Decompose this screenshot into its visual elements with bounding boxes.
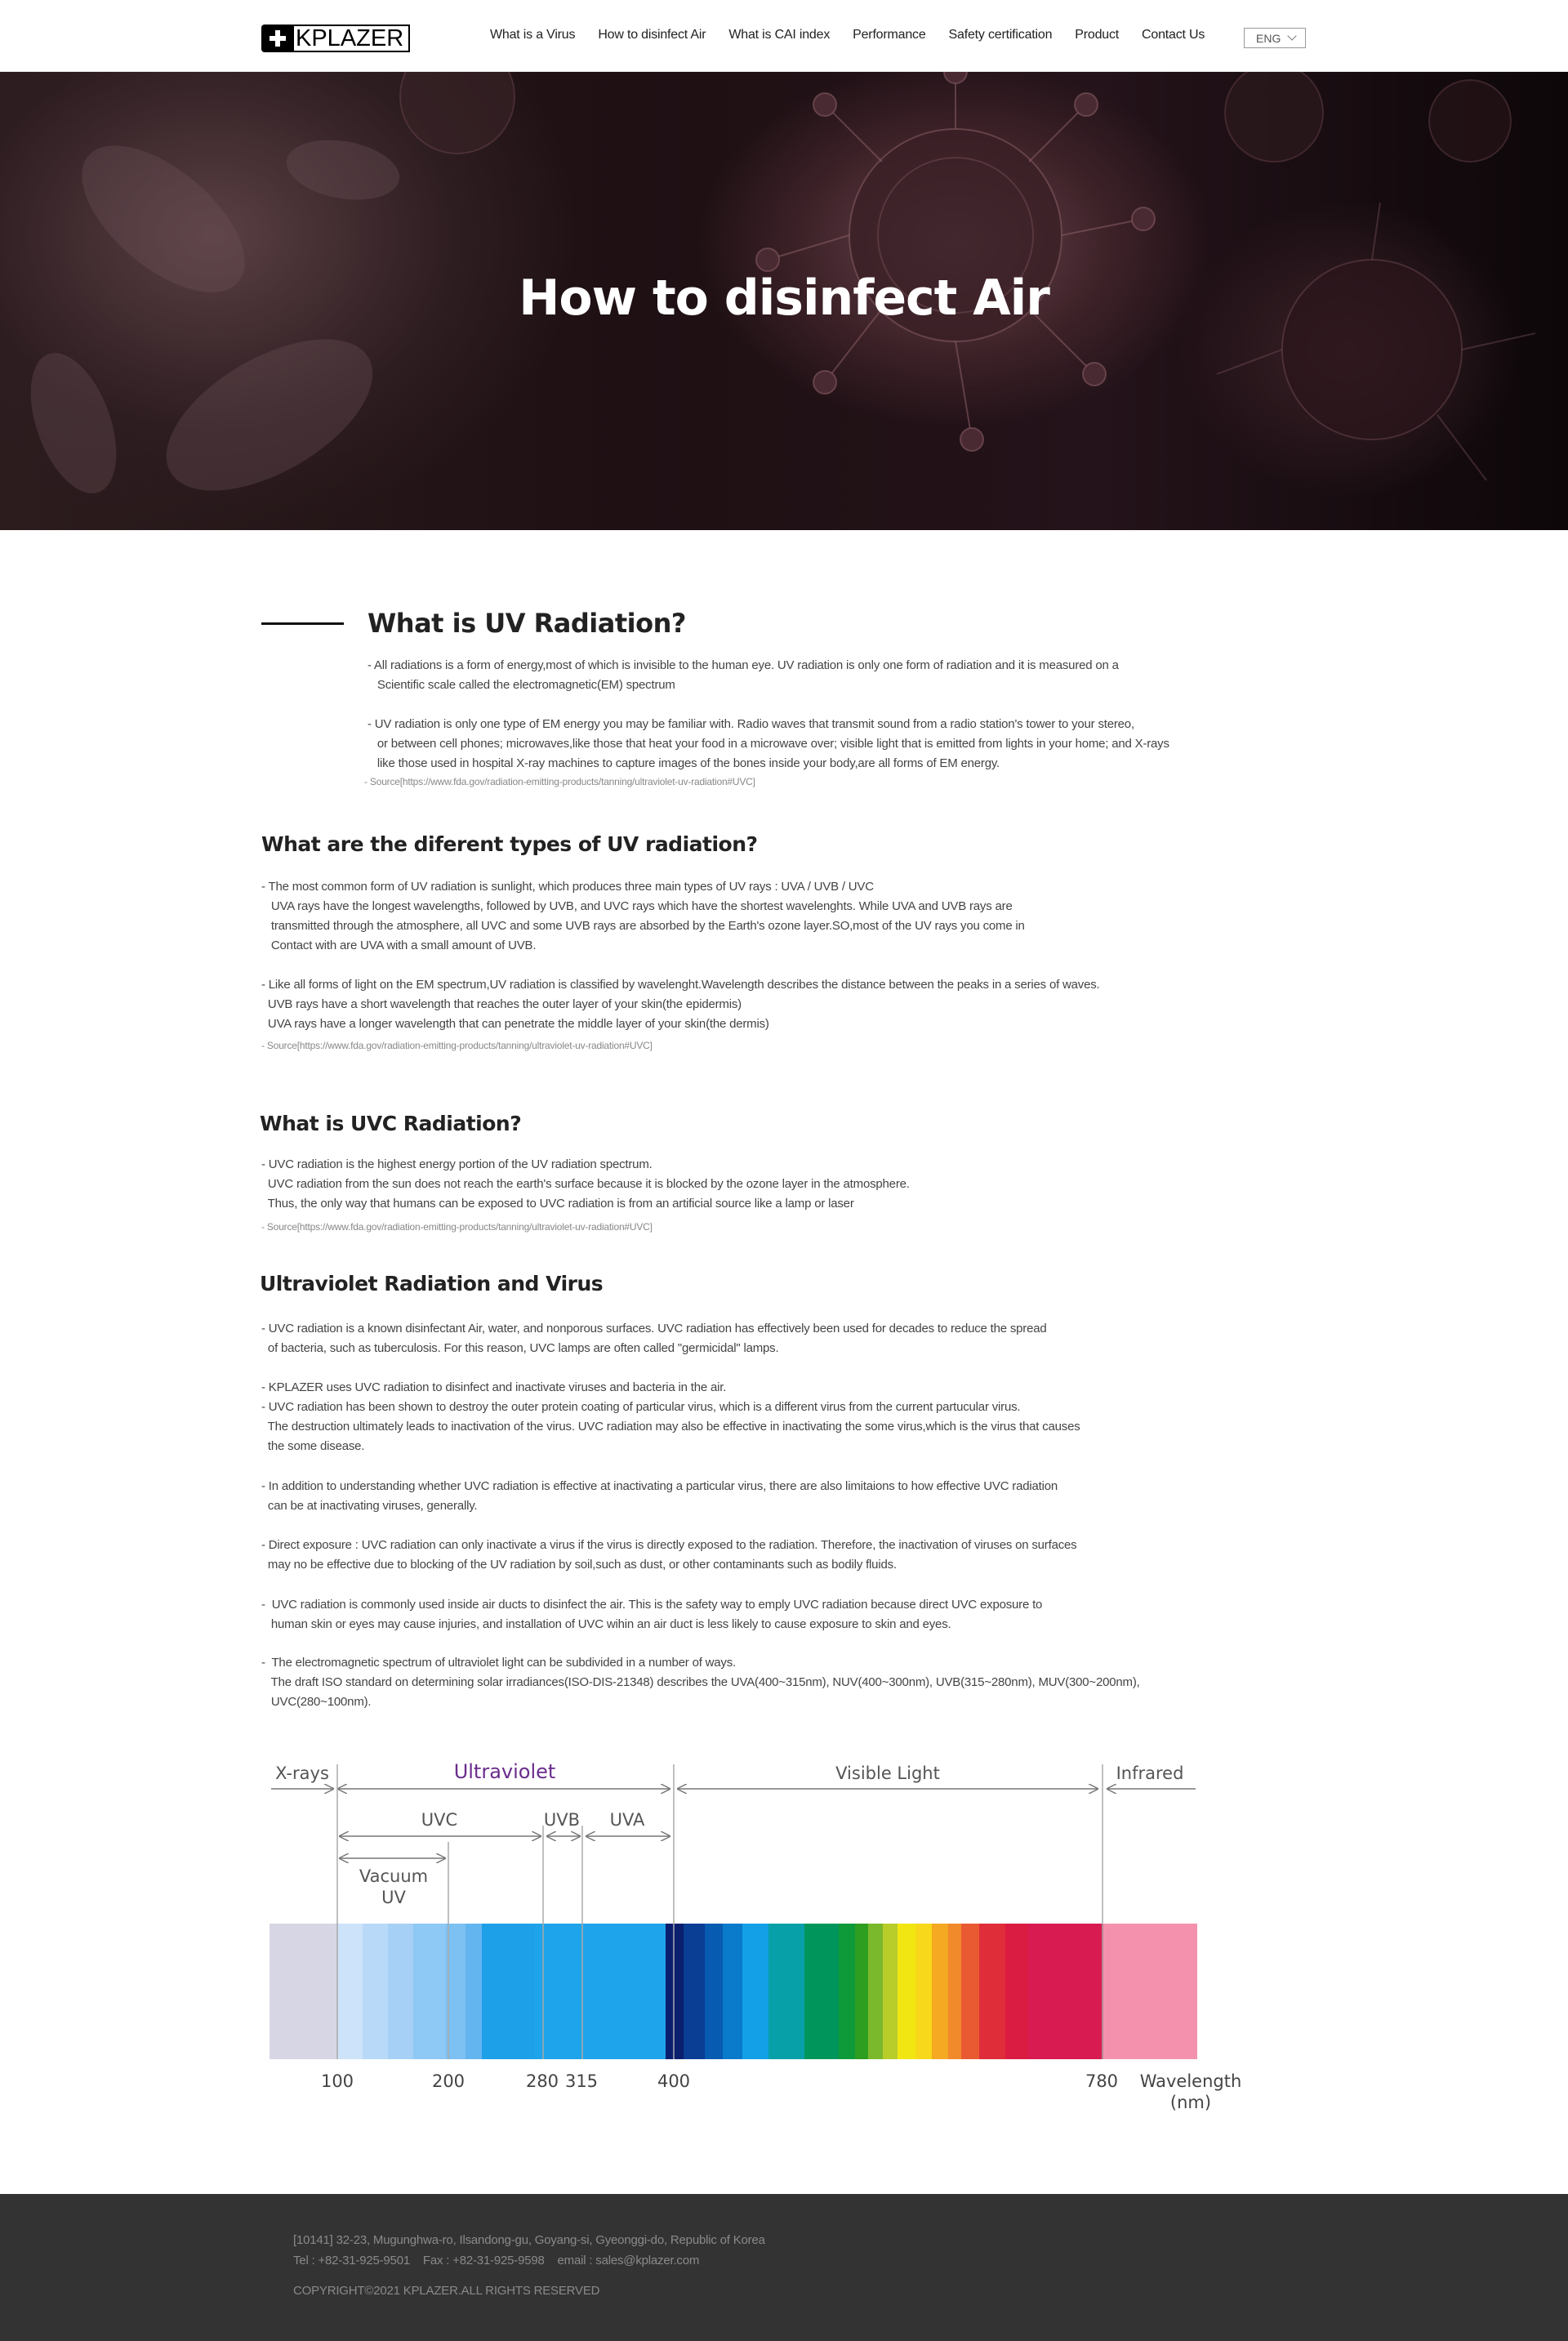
uv-radiation-paragraph-1: - All radiations is a form of energy,most of which is invisible to the human eye. UV radiation is only one form of radiation and it is measured on a Scientific scale called the electromagnetic(EM) spectrum (368, 658, 1119, 692)
xrays-label: X-rays (275, 1764, 329, 1783)
tick-400: 400 (657, 2071, 691, 2091)
nav-item-performance[interactable]: Performance (853, 28, 926, 42)
uv-spectrum-diagram (261, 1748, 1258, 2124)
tick-200: 200 (431, 2071, 466, 2091)
infrared-label: Infrared (1116, 1764, 1184, 1783)
vacuum-uv-label-2: UV (381, 1888, 406, 1907)
nav-item-disinfect-air[interactable]: How to disinfect Air (598, 28, 706, 42)
wavelength-unit: (nm) (1169, 2093, 1212, 2112)
uv-virus-paragraph-4: - Direct exposure : UVC radiation can only inactivate a virus if the virus is directly exposed to the radiation. Therefore, the inactivation of viruses on surfaces may no be effective due to blocking of the UV radiation by soil,such as dust, or other contaminants such as bodily fluids. (261, 1538, 1077, 1572)
nav-item-product[interactable]: Product (1075, 28, 1120, 42)
section-title-uv-types: What are the diferent types of UV radiation? (261, 832, 758, 856)
uv-types-source: - Source[https://www.fda.gov/radiation-emitting-products/tanning/ultraviolet-uv-radiation#UVC] (261, 1040, 653, 1051)
logo-text: KPLAZER (294, 25, 410, 52)
uv-radiation-paragraph-2: - UV radiation is only one type of EM energy you may be familiar with. Radio waves that transmit sound from a radio station's tower to your stereo, or between cell phones; microwaves,like those that heat your food in a microwave over; visible light that is emitted from lights in your home; and X-rays like those used in hospital X-ray machines to capture images of the bones inside your body,are all forms of EM energy. (368, 717, 1169, 770)
cross-icon (261, 25, 294, 52)
logo[interactable] (261, 24, 410, 52)
uvc-label: UVC (421, 1810, 458, 1830)
uv-virus-paragraph-5: - UVC radiation is commonly used inside air ducts to disinfect the air. This is the safety way to emply UVC radiation because direct UVC exposure to human skin or eyes may cause injuries, and installation of UVC wihin an air duct is less likely to cause exposure to skin and eyes. (261, 1598, 1043, 1631)
uv-types-paragraph-1: - The most common form of UV radiation is sunlight, which produces three main types of UV rays : UVA / UVB / UVC UVA rays have the longest wavelengths, followed by UVB, and UVC rays which have the shortest wavelenghts. While UVA and UVB rays are transmitted through the atmosphere, all UVC and some UVB rays are absorbed by the Earth's ozone layer.SO,most of the UV rays you come in Contact with are UVA with a small amount of UVB. (261, 880, 1025, 952)
visible-light-label: Visible Light (835, 1764, 940, 1783)
title-divider (261, 622, 344, 625)
uv-radiation-source: - Source[https://www.fda.gov/radiation-emitting-products/tanning/ultraviolet-uv-radiation#UVC] (364, 776, 755, 787)
section-title-uvc-radiation: What is UVC Radiation? (260, 1112, 522, 1135)
uva-label: UVA (609, 1810, 645, 1830)
uv-virus-paragraph-2: - KPLAZER uses UVC radiation to disinfect and inactivate viruses and bacteria in the air. - UVC radiation has been shown to destroy the outer protein coating of particular virus, which is a different virus from the current partucular virus. The destruction ultimately leads to inactivation of the virus. UVC radiation may also be effective in inactivating the some virus,which is the virus that causes the some disease. (261, 1380, 1080, 1453)
language-value: ENG (1256, 32, 1281, 45)
footer-address: [10141] 32-23, Mugunghwa-ro, Ilsandong-gu, Goyang-si, Gyeonggi-do, Republic of Korea (293, 2233, 765, 2247)
vacuum-uv-label-1: Vacuum (359, 1866, 429, 1886)
uv-types-paragraph-2: - Like all forms of light on the EM spectrum,UV radiation is classified by wavelenght.Wavelength describes the distance between the peaks in a series of waves. UVB rays have a short wavelength that reaches the outer layer of your skin(the epidermis) UVA rays have a longer wavelength that can penetrate the middle layer of your skin(the dermis) (261, 978, 1100, 1031)
chevron-down-icon (1287, 31, 1296, 40)
uv-virus-paragraph-6: - The electromagnetic spectrum of ultraviolet light can be subdivided in a number of ways. The draft ISO standard on determining solar irradiances(ISO-DIS-21348) describes the UVA(400~315nm), NUV(400~300nm), UVB(315~280nm), MUV(300~200nm), UVC(280~100nm). (261, 1656, 1140, 1709)
site-header (0, 0, 1568, 72)
ultraviolet-label: Ultraviolet (453, 1760, 556, 1783)
tick-315: 315 (564, 2071, 599, 2091)
footer-contact: Tel : +82-31-925-9501 Fax : +82-31-925-9598 email : sales@kplazer.com (293, 2254, 700, 2267)
tick-100: 100 (320, 2071, 354, 2091)
nav-item-safety[interactable]: Safety certification (948, 28, 1053, 42)
uv-virus-paragraph-3: - In addition to understanding whether UVC radiation is effective at inactivating a particular virus, there are also limitaions to how effective UVC radiation can be at inactivating viruses, generally. (261, 1479, 1058, 1513)
section-title-uv-virus: Ultraviolet Radiation and Virus (260, 1272, 604, 1295)
uv-virus-paragraph-1: - UVC radiation is a known disinfectant Air, water, and nonporous surfaces. UVC radiation has effectively been used for decades to reduce the spread of bacteria, such as tuberculosis. For this reason, UVC lamps are often called "germicidal" lamps. (261, 1322, 1047, 1355)
hero-banner (0, 72, 1568, 530)
main-nav (490, 28, 1227, 42)
site-footer (0, 2194, 1568, 2341)
tick-780: 780 (1085, 2071, 1119, 2091)
language-select[interactable] (1244, 28, 1306, 48)
wavelength-label: Wavelength (1139, 2071, 1242, 2091)
nav-item-contact[interactable]: Contact Us (1142, 28, 1205, 42)
tick-280: 280 (525, 2071, 559, 2091)
uvc-radiation-source: - Source[https://www.fda.gov/radiation-emitting-products/tanning/ultraviolet-uv-radiation#UVC] (261, 1221, 653, 1233)
uvc-radiation-paragraph: - UVC radiation is the highest energy portion of the UV radiation spectrum. UVC radiation from the sun does not reach the earth's surface because it is blocked by the ozone layer in the atmosphere. Thus, the only way that humans can be exposed to UVC radiation is from an artificial source like a lamp or laser (261, 1157, 910, 1211)
hero-title: How to disinfect Air (519, 270, 1049, 327)
nav-item-cai-index[interactable]: What is CAI index (728, 28, 831, 42)
section-title-uv-radiation: What is UV Radiation? (368, 608, 686, 639)
nav-item-virus[interactable]: What is a Virus (490, 28, 576, 42)
uvb-label: UVB (543, 1810, 581, 1830)
footer-copyright: COPYRIGHT©2021 KPLAZER.ALL RIGHTS RESERVED (293, 2284, 600, 2298)
